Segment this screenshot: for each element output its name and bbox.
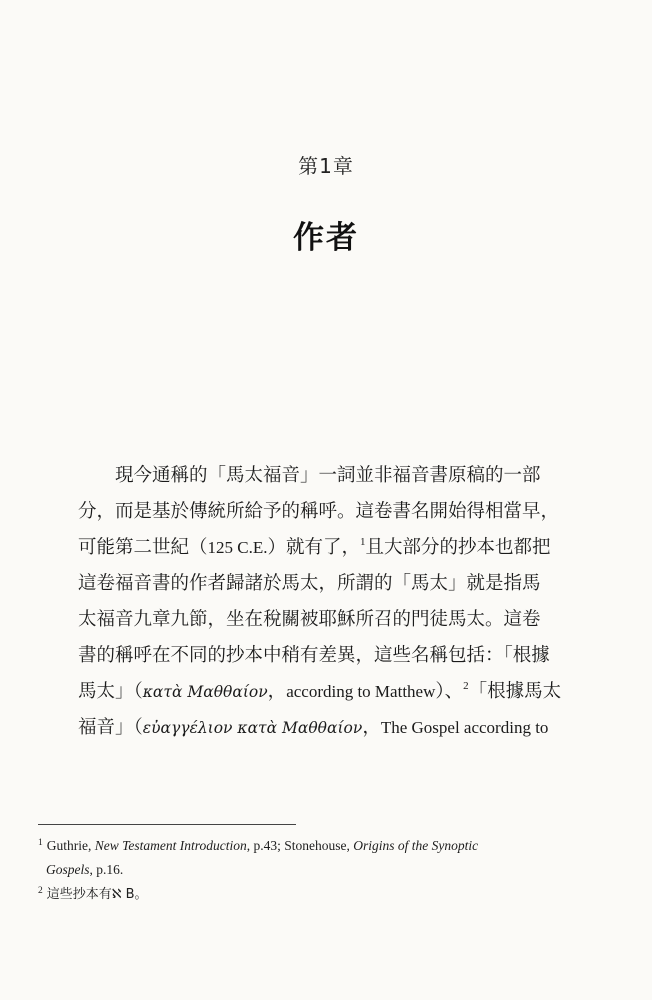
chapter-label: 第1章 <box>298 154 354 178</box>
body-text <box>78 458 578 746</box>
footnote-divider <box>38 824 296 825</box>
text-run: , p.16. <box>89 862 124 877</box>
text-run: 這些抄本有ℵ B。 <box>46 887 148 902</box>
chapter-title: 作者 <box>293 220 359 256</box>
body-line: 太福音九章九節，坐在稅關被耶穌所召的門徒馬太。這卷 <box>78 609 541 630</box>
text-run: 福音」（ <box>78 717 143 738</box>
text-run: 馬太」（ <box>78 681 143 702</box>
book-title: New Testament Introduction <box>94 838 247 853</box>
body-line: 這卷福音書的作者歸諸於馬太，所謂的「馬太」就是指馬 <box>78 573 541 594</box>
text-run: ， <box>267 681 287 702</box>
date-text: 125 C.E. <box>207 538 268 557</box>
footnote-number: 2 <box>38 886 43 896</box>
body-line <box>78 530 578 566</box>
body-line <box>78 674 578 710</box>
footnote-ref-2[interactable]: 2 <box>463 680 469 692</box>
body-line <box>78 710 578 746</box>
footnotes <box>38 834 578 906</box>
book-title: Origins of the Synoptic <box>353 838 479 853</box>
text-run: , p.43; Stonehouse, <box>246 838 354 853</box>
text-run: ）、 <box>435 681 464 702</box>
english-phrase: The Gospel according to <box>380 718 549 737</box>
text-run: 「根據馬太 <box>468 681 562 702</box>
footnote-2 <box>38 882 578 906</box>
footnote-1 <box>38 834 578 858</box>
greek-phrase: κατὰ Μαθθαίον <box>142 683 268 701</box>
body-line: 書的稱呼在不同的抄本中稍有差異，這些名稱包括：「根據 <box>78 645 550 666</box>
text-run: 可能第二世紀（ <box>78 537 208 558</box>
book-title: Gospels <box>46 862 90 877</box>
greek-phrase: εὐαγγέλιον κατὰ Μαθθαίον <box>142 719 363 737</box>
footnote-ref-1[interactable]: 1 <box>360 536 366 548</box>
text-run: ）就有了， <box>267 537 361 558</box>
text-run: Guthrie, <box>46 838 95 853</box>
text-run: ， <box>362 717 381 738</box>
body-line: 分，而是基於傳統所給予的稱呼。這卷書名開始得相當早， <box>78 501 560 522</box>
text-run: 且大部分的抄本也都把 <box>365 537 551 558</box>
footnote-1-continued <box>38 858 578 882</box>
body-line: 現今通稱的「馬太福音」一詞並非福音書原稿的一部 <box>115 465 541 486</box>
footnote-number: 1 <box>38 838 43 848</box>
english-phrase: according to Matthew <box>286 682 436 701</box>
